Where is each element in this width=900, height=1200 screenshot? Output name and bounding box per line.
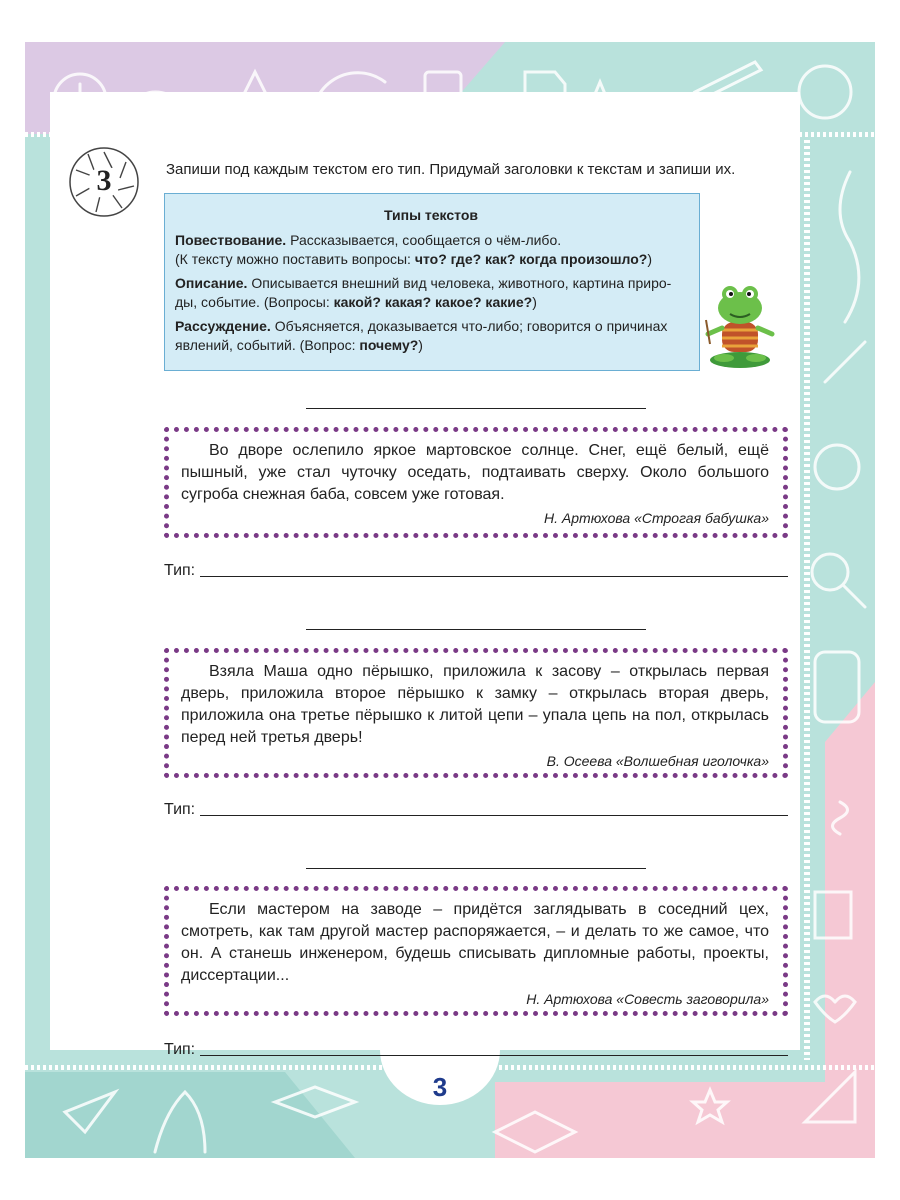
type-answer-line[interactable] <box>200 1055 788 1056</box>
title-answer-line-3[interactable] <box>306 868 646 869</box>
desc: явлений, событий. (Вопрос: <box>175 337 360 353</box>
text-types-info-box <box>164 193 700 371</box>
type-label: Тип: <box>164 1041 196 1058</box>
page-number: 3 <box>432 1072 448 1102</box>
type-answer-row-3 <box>164 1040 788 1062</box>
desc: Рассказывается, сообщается о чём-либо. <box>286 232 562 248</box>
term: Рассуждение. <box>175 318 271 334</box>
text-body: Взяла Маша одно пёрышко, приложила к засову – открылась первая дверь, приложила второе пёрышко к замку – открылась вторая дверь, приложила она третье пёрышко к литой цепи – упала цепь на пол, открылась перед ней третья дверь! <box>181 663 769 746</box>
questions: почему? <box>359 337 419 353</box>
desc: (К тексту можно поставить вопросы: <box>175 251 415 267</box>
type-label: Тип: <box>164 801 196 818</box>
desc: ) <box>418 337 423 353</box>
info-narration <box>175 231 687 269</box>
stitch-right <box>804 140 810 1060</box>
term: Описание. <box>175 275 248 291</box>
info-description <box>175 274 687 312</box>
type-answer-row-1 <box>164 561 788 583</box>
title-answer-line-1[interactable] <box>306 408 646 409</box>
term: Повествование. <box>175 232 287 248</box>
desc: Описывается внешний вид человека, животного, картина приро- <box>247 275 672 291</box>
desc: ) <box>647 251 653 267</box>
desc: ды, событие. (Вопросы: <box>175 294 334 310</box>
questions: какой? какая? какое? какие? <box>333 294 533 310</box>
type-answer-line[interactable] <box>200 815 788 816</box>
text-box-3 <box>164 886 788 1016</box>
text-box-1 <box>164 427 788 538</box>
frog-mascot-icon <box>700 278 780 370</box>
task-number: 3 <box>96 164 112 197</box>
questions: что? где? как? когда произошло? <box>414 251 648 267</box>
type-answer-line[interactable] <box>200 576 788 577</box>
stitch-top <box>25 132 875 137</box>
text-source: Н. Артюхова «Совесть заговорила» <box>526 991 769 1007</box>
text-source: В. Осеева «Волшебная иголочка» <box>546 753 769 769</box>
desc: Объясняется, доказывается что-либо; говорится о причинах <box>270 318 668 334</box>
text-body: Если мастером на заводе – придётся заглядывать в соседний цех, смотреть, как там другой мастер распоряжается, – и делать то же самое, что он. А станешь инженером, будешь списывать дипломные работы, проекты, диссертации... <box>181 901 769 984</box>
type-answer-row-2 <box>164 800 788 822</box>
info-box-title: Типы текстов <box>383 207 478 223</box>
text-body: Во дворе ослепило яркое мартовское солнце. Снег, ещё белый, ещё пышный, уже стал чуточку оседать, подтаивать сверху. Около большого сугроба снежная баба, совсем уже готовая. <box>181 442 769 503</box>
task-instruction: Запиши под каждым текстом его тип. Придумай заголовки к текстам и запиши их. <box>166 161 736 178</box>
title-answer-line-2[interactable] <box>306 629 646 630</box>
type-label: Тип: <box>164 562 196 579</box>
text-source: Н. Артюхова «Строгая бабушка» <box>544 510 769 526</box>
info-reasoning <box>175 317 687 355</box>
text-box-2 <box>164 648 788 778</box>
desc: ) <box>532 294 537 310</box>
